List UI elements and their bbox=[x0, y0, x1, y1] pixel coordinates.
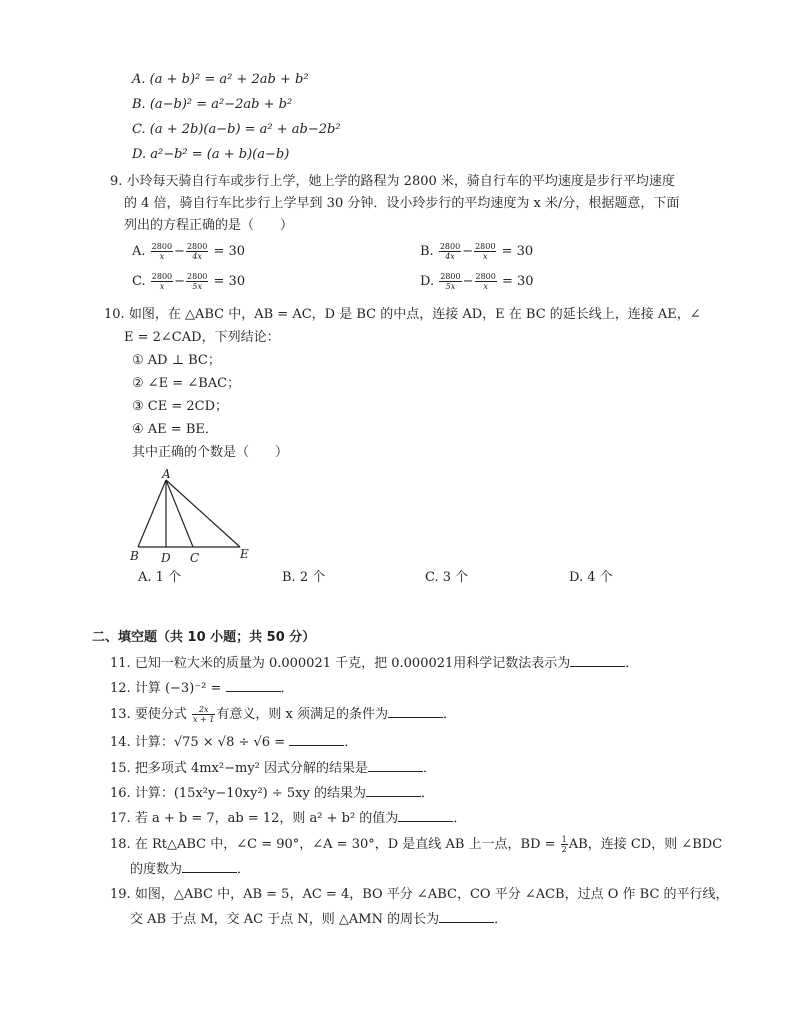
label-a: A bbox=[162, 467, 171, 481]
option-label: B. bbox=[420, 244, 434, 259]
q18-line-2: 的度数为 ． bbox=[130, 862, 251, 877]
q12: 12. 计算 (−3)⁻² = ． bbox=[110, 681, 294, 696]
fraction: $\frac{2800}{x}$ bbox=[475, 272, 496, 291]
fraction: $\frac{2800}{x}$ bbox=[475, 242, 496, 261]
fraction: $\frac{2x}{x + 1}$ bbox=[192, 705, 215, 724]
q10-option-d: D. 4 个 bbox=[569, 570, 613, 585]
fraction: $\frac{2800}{x}$ bbox=[151, 272, 173, 291]
q10-conclusion-2: ② ∠E = ∠BAC； bbox=[132, 376, 241, 391]
answer-blank[interactable] bbox=[289, 733, 344, 746]
q17: 17. 若 a + b = 7，ab = 12，则 a² + b² 的值为 ． bbox=[110, 811, 467, 826]
q10-question: 其中正确的个数是（ ） bbox=[132, 445, 289, 460]
question-text: 计算 (−3)⁻² = bbox=[134, 681, 222, 696]
q10-conclusion-1: ① AD ⊥ BC； bbox=[132, 353, 221, 368]
option-label: C. bbox=[132, 122, 146, 137]
segment-ac bbox=[166, 480, 193, 547]
q9-option-d: D. $\frac{2800}{5x}$ − $\frac{2800}{x}$ = 30 bbox=[420, 272, 534, 291]
question-number: 17. bbox=[110, 811, 131, 826]
answer-blank[interactable] bbox=[226, 679, 281, 692]
fraction: $\frac{2800}{5x}$ bbox=[187, 272, 208, 291]
option-label: A. bbox=[132, 72, 146, 87]
question-text: 计算：(15x²y−10xy²) ÷ 5xy 的结果为 bbox=[134, 786, 366, 801]
fraction: $\frac{2800}{4x}$ bbox=[186, 242, 208, 261]
q8-option-a bbox=[132, 70, 309, 90]
q10-line-2: E = 2∠CAD，下列结论： bbox=[124, 330, 280, 345]
question-text: 在 Rt△ABC 中，∠C = 90°，∠A = 30°，D 是直线 AB 上一点，BD = bbox=[134, 837, 556, 852]
question-text: 已知一粒大米的质量为 0.000021 千克，把 0.000021用科学记数法表示为 bbox=[134, 656, 571, 671]
option-text: (a + 2b)(a−b) = a² + ab−2b² bbox=[149, 122, 341, 137]
question-text: 把多项式 4mx²−my² 因式分解的结果是 bbox=[134, 761, 369, 776]
label-e: E bbox=[240, 547, 249, 561]
question-text: 如图，△ABC 中，AB = 5，AC = 4，BO 平分 ∠ABC，CO 平分 ∠ACB，过点 O 作 BC 的平行线， bbox=[134, 887, 729, 902]
option-text: (a + b)² = a² + 2ab + b² bbox=[149, 72, 309, 87]
q14: 14. 计算：√75 × √8 ÷ √6 = ． bbox=[110, 735, 358, 750]
fraction: $\frac{2800}{x}$ bbox=[151, 242, 173, 261]
answer-blank[interactable] bbox=[366, 784, 421, 797]
section-title: 二、填空题（共 10 小题；共 50 分） bbox=[92, 630, 316, 645]
question-text: 若 a + b = 7，ab = 12，则 a² + b² 的值为 bbox=[134, 811, 399, 826]
q8-option-d bbox=[132, 145, 289, 165]
label-c: C bbox=[190, 551, 200, 565]
q9-option-b: B. $\frac{2800}{4x}$ − $\frac{2800}{x}$ = 30 bbox=[420, 242, 534, 261]
fraction: $\frac{2800}{5x}$ bbox=[440, 272, 461, 291]
option-label: D. bbox=[132, 147, 147, 162]
option-label: A. bbox=[132, 244, 146, 259]
answer-blank[interactable] bbox=[368, 759, 423, 772]
q19-line-1 bbox=[110, 885, 729, 905]
answer-blank[interactable] bbox=[570, 654, 625, 667]
q9-line-3: 列出的方程正确的是（ ） bbox=[124, 218, 294, 233]
q10-line-1 bbox=[104, 305, 701, 325]
fraction: $\frac{1}{2}$ bbox=[561, 835, 567, 854]
q11: 11. 已知一粒大米的质量为 0.000021 千克，把 0.000021用科学记数法表示为 ． bbox=[110, 656, 639, 671]
answer-blank[interactable] bbox=[398, 809, 453, 822]
q15: 15. 把多项式 4mx²−my² 因式分解的结果是 ． bbox=[110, 761, 437, 776]
q19-line-2: 交 AB 于点 M，交 AC 于点 N，则 △AMN 的周长为 ． bbox=[130, 912, 508, 927]
question-text: 计算：√75 × √8 ÷ √6 = bbox=[134, 735, 286, 750]
question-number: 11. bbox=[110, 656, 131, 671]
q8-option-b bbox=[132, 95, 292, 115]
option-label: D. bbox=[420, 274, 435, 289]
option-text: a²−b² = (a + b)(a−b) bbox=[150, 147, 290, 162]
option-label: C. bbox=[132, 274, 146, 289]
q18-line-1: 18. 在 Rt△ABC 中，∠C = 90°，∠A = 30°，D 是直线 AB 上一点，BD = $\frac{1}{2}$ AB，连接 CD，则 ∠BDC bbox=[110, 835, 723, 854]
q9-option-c: C. $\frac{2800}{x}$ − $\frac{2800}{5x}$ = 30 bbox=[132, 272, 246, 291]
question-number: 15. bbox=[110, 761, 131, 776]
question-number: 12. bbox=[110, 681, 131, 696]
question-number: 9. bbox=[110, 174, 123, 189]
answer-blank[interactable] bbox=[182, 860, 237, 873]
segment-ae bbox=[166, 480, 240, 547]
label-d: D bbox=[161, 551, 171, 565]
fraction: $\frac{2800}{4x}$ bbox=[439, 242, 461, 261]
q13: 13. 要使分式 $\frac{2x}{x + 1}$ 有意义，则 x 须满足的条件为 ． bbox=[110, 705, 456, 724]
question-number: 10. bbox=[104, 307, 125, 322]
q16: 16. 计算：(15x²y−10xy²) ÷ 5xy 的结果为 ． bbox=[110, 786, 434, 801]
q10-conclusion-4: ④ AE = BE． bbox=[132, 422, 218, 437]
triangle-figure bbox=[120, 466, 260, 570]
question-text: 如图，在 △ABC 中，AB = AC，D 是 BC 的中点，连接 AD，E 在 BC 的延长线上，连接 AE，∠ bbox=[128, 307, 701, 322]
segment-ab bbox=[138, 480, 166, 547]
q10-option-c: C. 3 个 bbox=[425, 570, 469, 585]
q9-line-2: 的 4 倍，骑自行车比步行上学早到 30 分钟．设小玲步行的平均速度为 x 米/分，根据题意，下面 bbox=[124, 196, 680, 211]
answer-blank[interactable] bbox=[439, 910, 494, 923]
q9-option-a: A. $\frac{2800}{x}$ − $\frac{2800}{4x}$ = 30 bbox=[132, 242, 246, 261]
label-b: B bbox=[130, 549, 139, 563]
q10-conclusion-3: ③ CE = 2CD； bbox=[132, 399, 229, 414]
q9-line-1 bbox=[110, 172, 675, 192]
option-text: (a−b)² = a²−2ab + b² bbox=[149, 97, 293, 112]
question-text: 小玲每天骑自行车或步行上学，她上学的路程为 2800 米，骑自行车的平均速度是步行平均速度 bbox=[126, 174, 675, 189]
q10-option-a: A. 1 个 bbox=[138, 570, 182, 585]
answer-blank[interactable] bbox=[388, 705, 443, 718]
q10-option-b: B. 2 个 bbox=[282, 570, 326, 585]
question-number: 13. bbox=[110, 707, 131, 722]
question-number: 18. bbox=[110, 837, 131, 852]
option-label: B. bbox=[132, 97, 146, 112]
question-number: 16. bbox=[110, 786, 131, 801]
question-number: 19. bbox=[110, 887, 131, 902]
q8-option-c bbox=[132, 120, 341, 140]
question-number: 14. bbox=[110, 735, 131, 750]
